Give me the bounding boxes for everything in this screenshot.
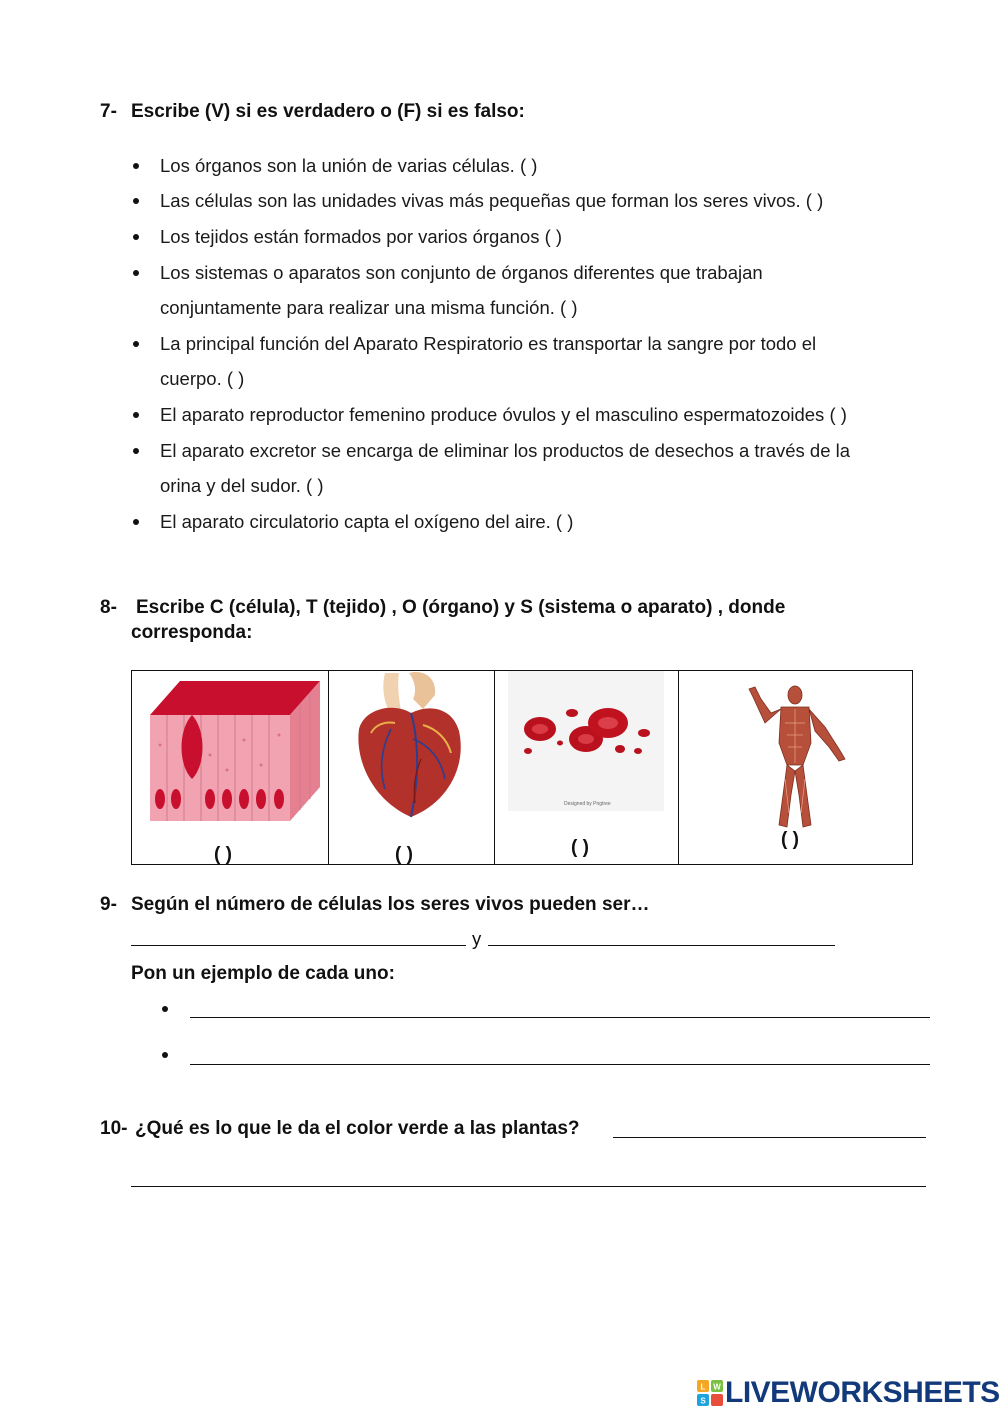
q8-image-grid bbox=[131, 670, 913, 865]
blood-image-caption: Designed by Pngtree bbox=[564, 801, 611, 807]
liveworksheets-logo[interactable] bbox=[697, 1376, 1000, 1410]
q9-number: 9- bbox=[100, 894, 117, 915]
liveworksheets-logo-icon bbox=[697, 1380, 723, 1406]
q7-number: 7- bbox=[100, 101, 117, 122]
svg-text:W: W bbox=[713, 1382, 721, 1392]
q8-answer-1[interactable]: ( ) bbox=[214, 844, 232, 865]
epithelial-tissue-icon bbox=[140, 675, 320, 821]
q7-heading bbox=[100, 100, 525, 124]
bullet-icon bbox=[162, 1052, 168, 1058]
q7-statement-5b: cuerpo. ( ) bbox=[160, 368, 245, 389]
q8-heading bbox=[100, 596, 785, 620]
bullet-icon bbox=[133, 341, 139, 347]
q10-number: 10- bbox=[100, 1118, 128, 1139]
q8-answer-4[interactable]: ( ) bbox=[781, 829, 799, 850]
q8-title-line2: corresponda: bbox=[131, 622, 253, 643]
heart-organ-icon bbox=[351, 669, 471, 821]
q10-title: ¿Qué es lo que le da el color verde a las plantas? bbox=[135, 1118, 580, 1139]
red-blood-cells-icon bbox=[508, 671, 664, 801]
bullet-icon bbox=[133, 234, 139, 240]
muscular-system-icon bbox=[745, 683, 855, 829]
q7-statement-8: El aparato circulatorio capta el oxígeno del aire. ( ) bbox=[160, 511, 574, 532]
q7-statement-4a: Los sistemas o aparatos son conjunto de órganos diferentes que trabajan bbox=[160, 262, 763, 283]
q8-number: 8- bbox=[100, 597, 117, 618]
bullet-icon bbox=[133, 163, 139, 169]
q8-cell-tissue bbox=[132, 671, 329, 864]
svg-text:S: S bbox=[700, 1396, 706, 1406]
q9-heading bbox=[100, 893, 649, 917]
q8-title-line1: Escribe C (célula), T (tejido) , O (órgano) y S (sistema o aparato) , donde bbox=[136, 597, 786, 618]
q9-example-prompt: Pon un ejemplo de cada uno: bbox=[131, 963, 395, 984]
q7-statement-7a: El aparato excretor se encarga de eliminar los productos de desechos a través de la bbox=[160, 440, 851, 461]
svg-text:L: L bbox=[700, 1382, 706, 1392]
q9-example-blank-2[interactable] bbox=[190, 1064, 930, 1065]
q7-statement-3: Los tejidos están formados por varios órganos ( ) bbox=[160, 226, 563, 247]
q7-statement-6: El aparato reproductor femenino produce óvulos y el masculino espermatozoides ( ) bbox=[160, 404, 847, 425]
q8-cell-heart bbox=[329, 671, 495, 864]
blood-cells-backdrop bbox=[508, 671, 664, 811]
q9-example-blank-1[interactable] bbox=[190, 1017, 930, 1018]
bullet-icon bbox=[133, 198, 139, 204]
q8-cell-blood bbox=[495, 671, 679, 864]
q7-title: Escribe (V) si es verdadero o (F) si es falso: bbox=[131, 101, 525, 122]
q9-answer-blank-2[interactable] bbox=[488, 945, 835, 946]
q10-answer-blank-2[interactable] bbox=[131, 1186, 926, 1187]
bullet-icon bbox=[133, 448, 139, 454]
q10-heading bbox=[100, 1117, 580, 1141]
q9-answer-blank-1[interactable] bbox=[131, 945, 466, 946]
bullet-icon bbox=[162, 1006, 168, 1012]
bullet-icon bbox=[133, 412, 139, 418]
q8-answer-3[interactable]: ( ) bbox=[571, 837, 589, 858]
q8-answer-2[interactable]: ( ) bbox=[395, 844, 413, 865]
bullet-icon bbox=[133, 519, 139, 525]
q8-cell-muscles bbox=[679, 671, 914, 864]
q7-statement-4b: conjuntamente para realizar una misma función. ( ) bbox=[160, 297, 578, 318]
logo-text: LIVEWORKSHEETS bbox=[725, 1376, 1000, 1409]
q9-title: Según el número de células los seres vivos pueden ser… bbox=[131, 894, 650, 915]
q7-statement-2: Las células son las unidades vivas más pequeñas que forman los seres vivos. ( ) bbox=[160, 190, 824, 211]
q10-answer-blank-1[interactable] bbox=[613, 1137, 926, 1138]
bullet-icon bbox=[133, 270, 139, 276]
q7-statement-7b: orina y del sudor. ( ) bbox=[160, 475, 324, 496]
q7-statement-5a: La principal función del Aparato Respiratorio es transportar la sangre por todo el bbox=[160, 333, 817, 354]
q9-connector: y bbox=[472, 928, 482, 949]
q7-statement-1: Los órganos son la unión de varias células. ( ) bbox=[160, 155, 538, 176]
